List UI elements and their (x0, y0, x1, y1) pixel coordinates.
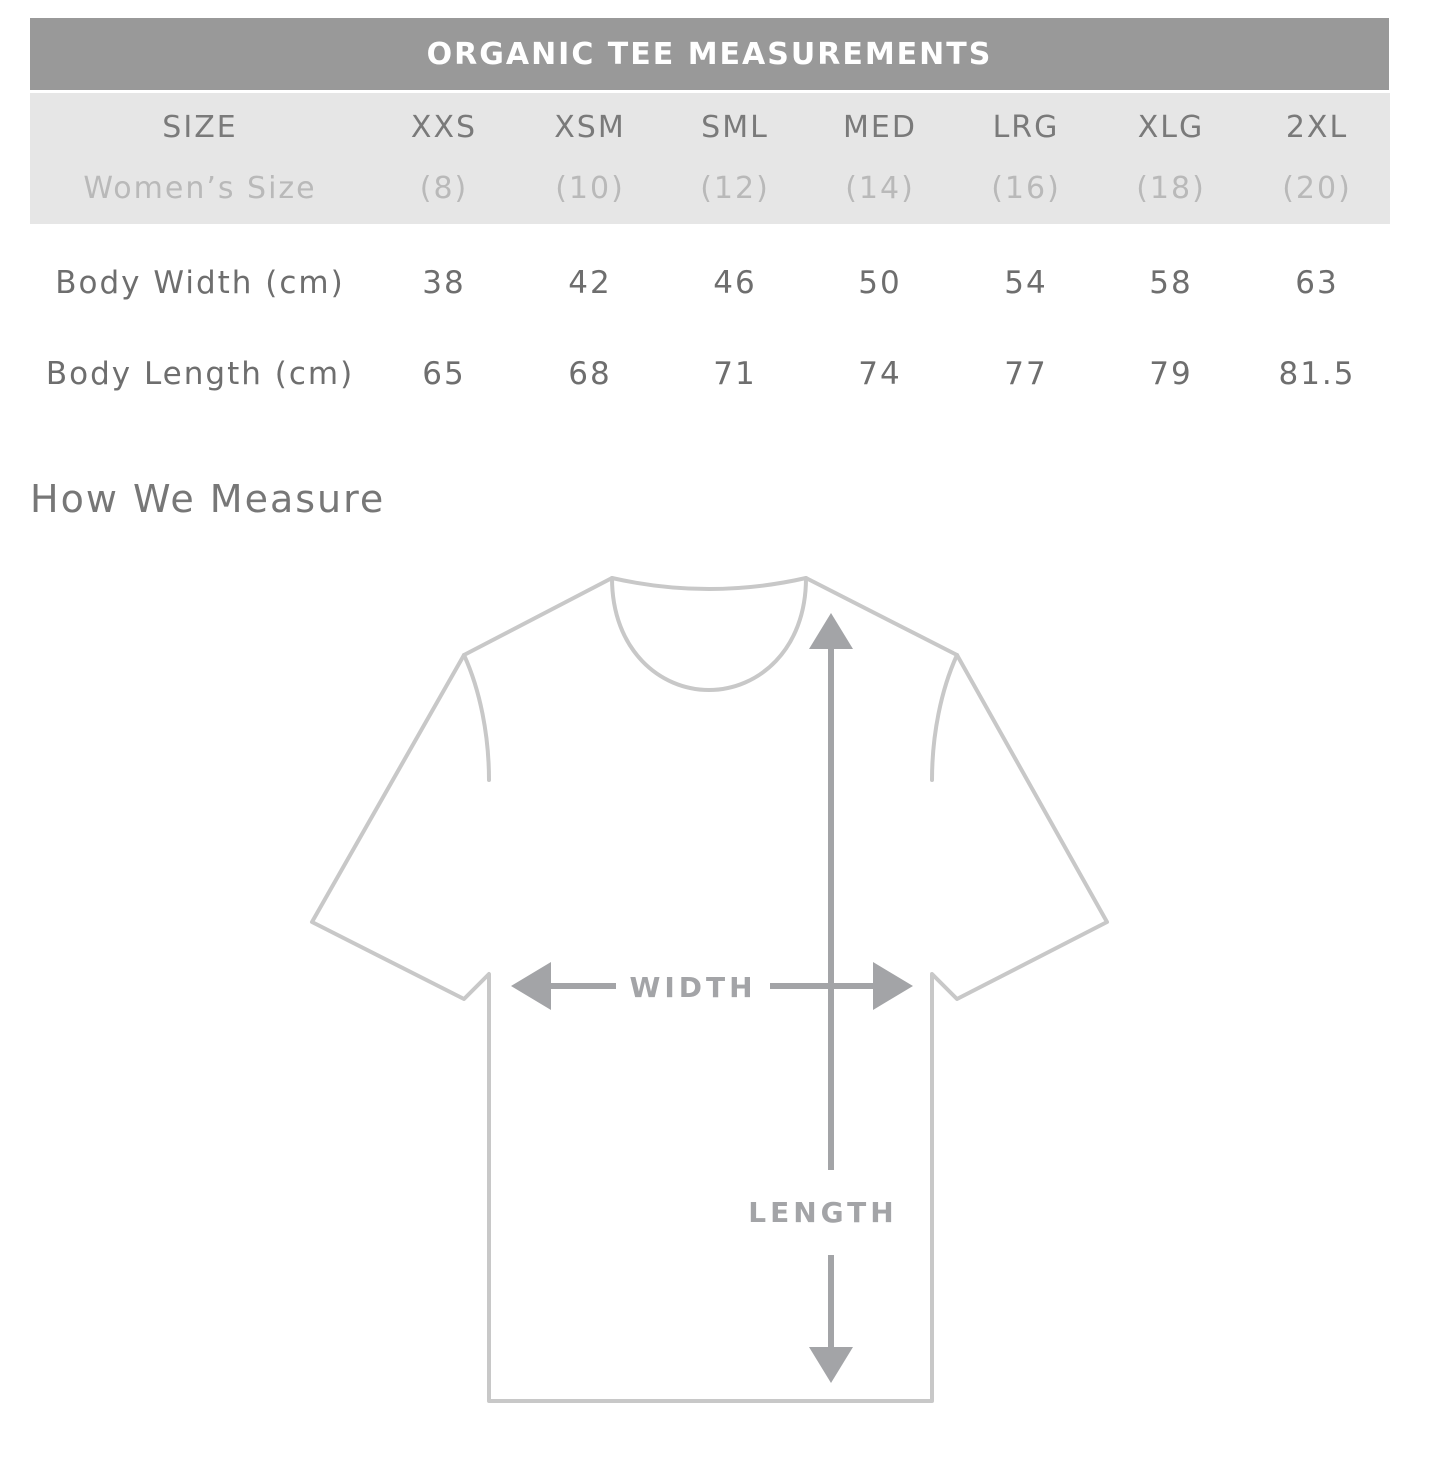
body-length-cell: 77 (1004, 356, 1048, 392)
body-length-cell: 74 (858, 356, 902, 392)
length-arrow-bottom-shaft (828, 1255, 834, 1350)
womens-size-cell: (8) (419, 171, 469, 206)
body-length-row-label: Body Length (cm) (45, 356, 355, 392)
table-title: ORGANIC TEE MEASUREMENTS (30, 18, 1389, 90)
womens-size-cell: (10) (555, 171, 625, 206)
body-length-cell: 68 (568, 356, 612, 392)
size-header-cell: XLG (1137, 110, 1205, 145)
body-length-cell: 65 (422, 356, 466, 392)
womens-size-cell: (14) (845, 171, 915, 206)
body-length-cell: 79 (1149, 356, 1193, 392)
body-width-cell: 54 (1004, 265, 1048, 301)
body-width-cell: 38 (422, 265, 466, 301)
body-width-row-label: Body Width (cm) (55, 265, 345, 301)
width-arrow-left-head (511, 962, 551, 1010)
size-header-cell: MED (843, 110, 917, 145)
tshirt-neckline (612, 578, 806, 690)
left-armhole-seam (464, 655, 489, 780)
size-header-cell: XSM (554, 110, 626, 145)
body-length-cell: 71 (713, 356, 757, 392)
body-width-cell: 42 (568, 265, 612, 301)
body-width-cell: 63 (1295, 265, 1339, 301)
body-width-cell: 58 (1149, 265, 1193, 301)
womens-size-cell: (18) (1136, 171, 1206, 206)
womens-size-cell: (20) (1282, 171, 1352, 206)
right-armhole-seam (932, 655, 957, 780)
how-we-measure-title: How We Measure (30, 477, 386, 521)
length-label: LENGTH (748, 1196, 898, 1229)
womens-size-row-label: Women’s Size (83, 171, 317, 206)
body-width-cell: 46 (713, 265, 757, 301)
size-header-cell: SML (701, 110, 769, 145)
size-header-cell: 2XL (1285, 110, 1349, 145)
width-arrow-left-shaft (547, 983, 616, 989)
body-width-cell: 50 (858, 265, 902, 301)
length-arrow-bottom-head (809, 1347, 853, 1383)
size-row-label: SIZE (162, 110, 238, 145)
width-arrow-right-shaft (770, 983, 877, 989)
womens-size-cell: (12) (700, 171, 770, 206)
size-header-cell: XXS (410, 110, 478, 145)
body-length-cell: 81.5 (1278, 356, 1356, 392)
width-arrow-right-head (873, 962, 913, 1010)
length-arrow-top-shaft (828, 645, 834, 1170)
womens-size-cell: (16) (991, 171, 1061, 206)
length-arrow-top-head (809, 613, 853, 649)
size-header-cell: LRG (992, 110, 1060, 145)
width-label: WIDTH (629, 971, 757, 1004)
